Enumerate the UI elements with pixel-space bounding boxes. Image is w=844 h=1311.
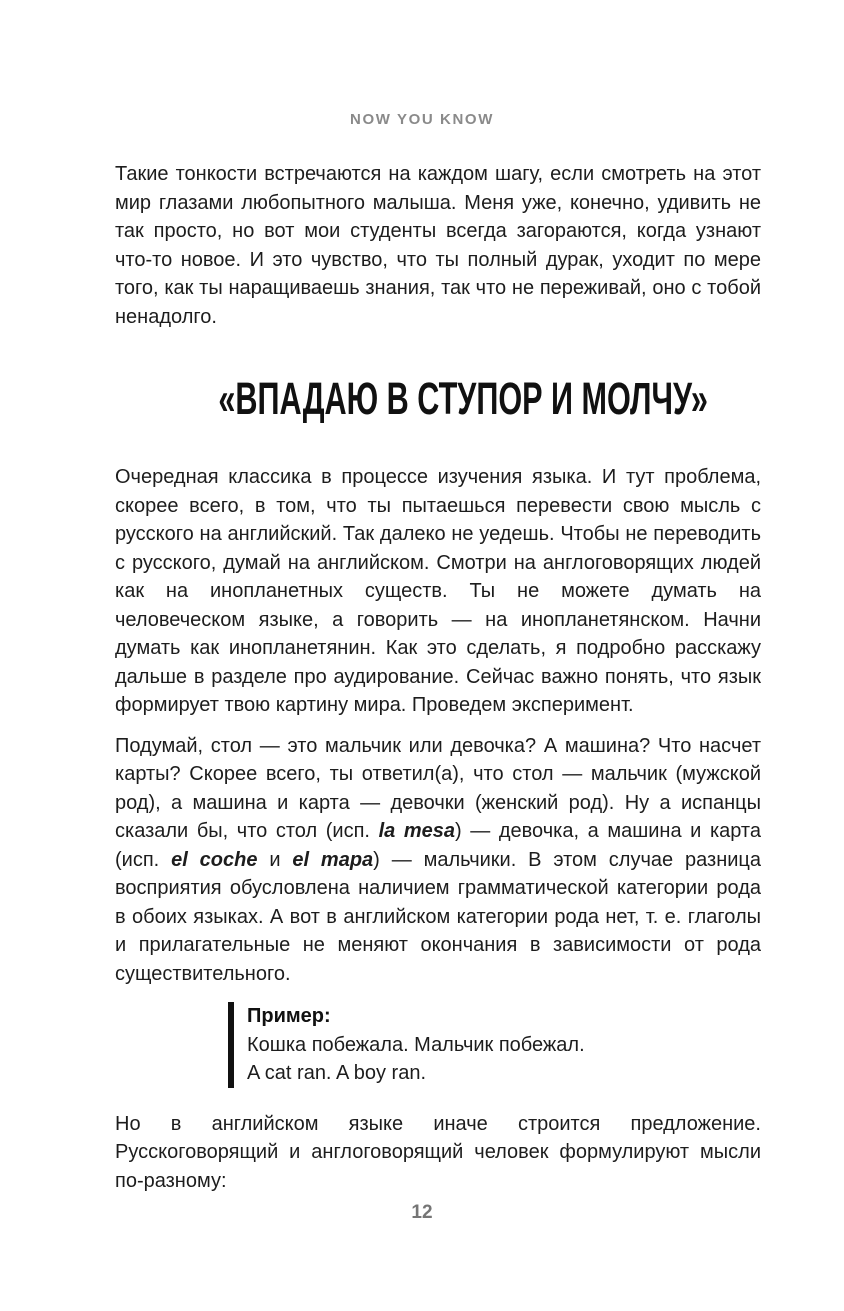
paragraph-closing: Но в английском языке иначе строится предложение. Русскоговорящий и англоговорящий человек формулируют мысли по-разному: xyxy=(115,1112,761,1192)
text-column xyxy=(115,160,761,1207)
page-number: 12 xyxy=(411,1202,433,1223)
paragraph-intro: Такие тонкости встречаются на каждом шагу, если смотреть на этот мир глазами любопытного малыша. Меня уже, конечно, удивить не так просто, но вот мои студенты всегда загораются, когда узнают что-то новое. И это чувство, что ты полный дурак, уходит по мере того, как ты наращиваешь знания, так что не переживай, оно с тобой ненадолго. xyxy=(115,163,761,328)
example-block xyxy=(228,1002,761,1088)
example-line-english: A cat ran. A boy ran. xyxy=(247,1062,427,1084)
paragraph-translation: Очередная классика в процессе изучения языка. И тут проблема, скорее всего, в том, что ты пытаешься перевести свою мысль с русского на английский. Так далеко не уедешь. Чтобы не переводить с русского, думай на английском. Смотри на англоговорящих людей как на инопланетных существ. Ты не можете думать на человеческом языке, а говорить — на инопланетянском. Начни думать как инопланетянин. Как это сделать, я подробно расскажу дальше в разделе про аудирование. Сейчас важно понять, что язык формирует твою картину мира. Проведем эксперимент. xyxy=(115,466,761,716)
section-heading: «ВПАДАЮ В СТУПОР И МОЛЧУ» xyxy=(218,373,708,424)
paragraph-gender: Подумай, стол — это мальчик или девочка? А машина? Что насчет карты? Скорее всего, ты ответил(а), что стол — мальчик (мужской род), а машина и карта — девочки (женский род). Ну а испанцы сказали бы, что стол (исп. la mesa) — девочка, а машина и карта (исп. el coche и el mapa) — мальчики. В этом случае разница восприятия обусловлена наличием грамматической категории рода в обоих языках. А вот в английском категории рода нет, т. е. глаголы и прилагательные не меняют окончания в зависимости от рода существительного. xyxy=(115,734,761,985)
running-head: NOW YOU KNOW xyxy=(350,111,494,128)
example-line-russian: Кошка побежала. Мальчик побежал. xyxy=(247,1033,585,1056)
example-label: Пример: xyxy=(247,1005,331,1027)
